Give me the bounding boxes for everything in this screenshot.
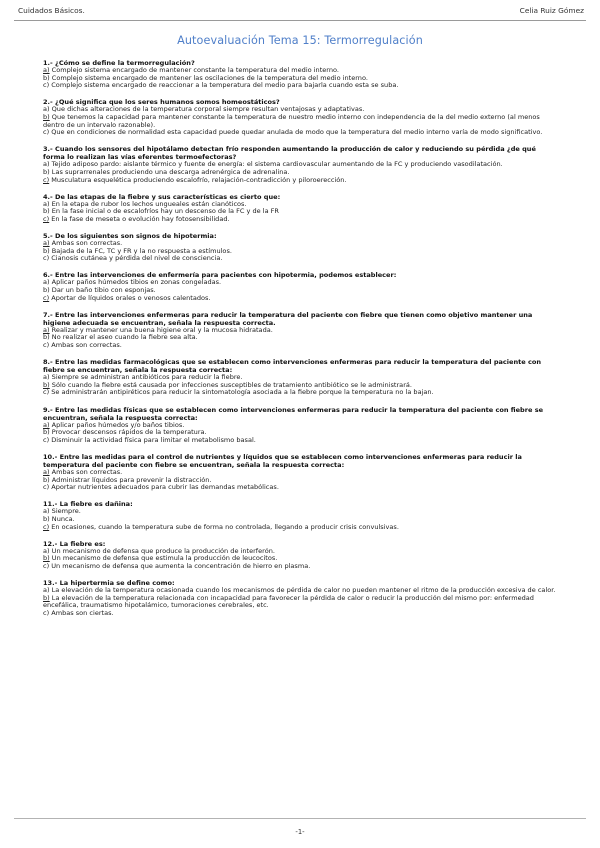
option-letter: c) bbox=[43, 254, 50, 263]
page-header bbox=[18, 6, 584, 20]
option-letter: b) bbox=[43, 286, 50, 295]
option-text: Complejo sistema encargado de mantener constante la temperatura del medio interno. bbox=[49, 66, 340, 74]
option-text: Sólo cuando la fiebre está causada por infecciones susceptibles de tratamiento antibiótico se le administrará. bbox=[49, 380, 412, 389]
option-text: La elevación de la temperatura ocasionada cuando los mecanismos de pérdida de calor no pueden mantener el ritmo de la producción excesiva de calor. bbox=[49, 586, 556, 595]
option-letter: a) bbox=[43, 586, 50, 595]
question-block bbox=[43, 500, 556, 531]
answer-option bbox=[43, 610, 556, 618]
question-block bbox=[43, 98, 556, 136]
option-text: Ambas son correctas. bbox=[49, 341, 122, 350]
question-text: 1.- ¿Cómo se define la termorregulación? bbox=[43, 59, 195, 67]
option-text: Tejido adiposo pardo: aislante térmico y fuente de energía: el sistema cardiovascular aumentando de la FC y produciendo vasodilatación. bbox=[49, 160, 503, 169]
option-text: Las suprarrenales produciendo una descarga adrenérgica de adrenalina. bbox=[49, 167, 290, 176]
question-block bbox=[43, 271, 556, 302]
option-text: Un mecanismo de defensa que produce la producción de interferón. bbox=[49, 546, 275, 555]
option-text: Siempre se administran antibióticos para reducir la fiebre. bbox=[49, 373, 243, 382]
question-block bbox=[43, 579, 556, 617]
page-number: -1- bbox=[295, 828, 305, 836]
option-letter: a) bbox=[43, 420, 50, 429]
option-text: Complejo sistema encargado de reaccionar a la temperatura del medio para bajarla cuando esta se suba. bbox=[49, 81, 399, 90]
answer-option bbox=[43, 114, 556, 129]
option-letter: b) bbox=[43, 73, 50, 82]
option-letter: c) bbox=[43, 608, 50, 617]
option-text: En la etapa de rubor los lechos ungueales están cianóticos. bbox=[49, 199, 247, 208]
option-letter: c) bbox=[43, 214, 50, 223]
answer-option bbox=[43, 524, 556, 532]
option-text: Aportar nutrientes adecuados para cubrir las demandas metabólicas. bbox=[49, 483, 279, 492]
option-letter: a) bbox=[43, 66, 50, 74]
option-letter: b) bbox=[43, 246, 50, 255]
question-text: 5.- De los siguientes son signos de hipotermia: bbox=[43, 232, 217, 241]
question-text: 11.- La fiebre es dañina: bbox=[43, 500, 133, 509]
option-text: Realizar y mantener una buena higiene oral y la mucosa hidratada. bbox=[49, 325, 273, 334]
option-letter: c) bbox=[43, 483, 50, 492]
option-text: Provocar descensos rápidos de la temperatura. bbox=[49, 428, 207, 437]
option-letter: c) bbox=[43, 341, 50, 350]
option-letter: b) bbox=[43, 380, 50, 389]
option-letter: c) bbox=[43, 81, 50, 90]
footer-divider bbox=[14, 818, 586, 819]
option-letter: a) bbox=[43, 278, 50, 287]
option-text: Complejo sistema encargado de mantener las oscilaciones de la temperatura del medio interno. bbox=[49, 73, 368, 82]
question-block bbox=[43, 311, 556, 350]
option-letter: a) bbox=[43, 467, 50, 476]
option-letter: c) bbox=[43, 435, 50, 444]
answer-option bbox=[43, 437, 556, 445]
question-block bbox=[43, 540, 556, 571]
question-text: 2.- ¿Qué significa que los seres humanos somos homeostáticos? bbox=[43, 98, 280, 107]
option-letter: b) bbox=[43, 593, 50, 602]
answer-option bbox=[43, 255, 556, 263]
option-letter: c) bbox=[43, 293, 50, 302]
option-text: Que dichas alteraciones de la temperatura corporal siempre resultan ventajosas y adaptativas. bbox=[49, 105, 365, 114]
option-letter: c) bbox=[43, 522, 50, 531]
option-text: Ambas son correctas. bbox=[49, 467, 123, 476]
option-text: En la fase inicial o de escalofríos hay un descenso de la FC y de la FR bbox=[49, 207, 279, 216]
option-letter: a) bbox=[43, 546, 50, 555]
option-letter: b) bbox=[43, 428, 50, 437]
answer-option bbox=[43, 484, 556, 492]
answer-option bbox=[43, 216, 556, 224]
option-text: La elevación de la temperatura relacionada con incapacidad para favorecer la pérdida de calor o reducir la producción del mismo por: enfermedad encefálica, traumatismo hipotalámico, tumoraciones cerebrales, etc. bbox=[43, 593, 534, 610]
header-author: Celia Ruiz Gómez bbox=[519, 6, 584, 15]
option-letter: b) bbox=[43, 514, 50, 523]
answer-option bbox=[43, 595, 556, 610]
option-text: En ocasiones, cuando la temperatura sube de forma no controlada, llegando a producir crisis convulsivas. bbox=[49, 522, 399, 531]
question-block bbox=[43, 193, 556, 224]
option-letter: b) bbox=[43, 167, 50, 176]
answer-option bbox=[43, 563, 556, 571]
option-text: Aplicar paños húmedos y/o baños tibios. bbox=[49, 420, 185, 429]
option-text: Bajada de la FC, TC y FR y la no respuesta a estímulos. bbox=[49, 246, 232, 255]
option-text: Siempre. bbox=[49, 507, 81, 516]
header-divider bbox=[14, 20, 586, 21]
option-letter: b) bbox=[43, 554, 50, 563]
option-text: Un mecanismo de defensa que aumenta la concentración de hierro en plasma. bbox=[49, 561, 311, 570]
option-text: Se administrarán antipiréticos para reducir la sintomatología asociada a la fiebre porque la temperatura no la bajan. bbox=[49, 388, 434, 397]
answer-option bbox=[43, 129, 556, 137]
option-letter: a) bbox=[43, 373, 50, 382]
question-block bbox=[43, 453, 556, 492]
option-letter: c) bbox=[43, 128, 50, 137]
question-block bbox=[43, 232, 556, 263]
answer-option bbox=[43, 82, 556, 90]
option-letter: c) bbox=[43, 388, 50, 397]
option-letter: a) bbox=[43, 160, 50, 169]
option-letter: b) bbox=[43, 475, 50, 484]
answer-option bbox=[43, 342, 556, 350]
option-text: Administrar líquidos para prevenir la distracción. bbox=[49, 475, 212, 484]
question-text: 12.- La fiebre es: bbox=[43, 539, 106, 548]
question-text: 13.- La hipertermia se define como: bbox=[43, 579, 175, 588]
answer-option bbox=[43, 389, 556, 397]
question-text: 10.- Entre las medidas para el control de nutrientes y líquidos que se establecen como intervenciones enfermeras para reducir la temperatura del paciente con fiebre se encuentran, señala la respuesta correcta: bbox=[43, 452, 522, 469]
option-text: Musculatura esquelética produciendo escalofrío, relajación-contradicción y piloroerección. bbox=[49, 175, 347, 184]
answer-option bbox=[43, 295, 556, 303]
option-letter: a) bbox=[43, 105, 50, 114]
header-course: Cuidados Básicos. bbox=[18, 6, 85, 15]
option-text: Aplicar paños húmedos tibios en zonas congeladas. bbox=[49, 278, 222, 287]
question-text: 8.- Entre las medidas farmacológicas que se establecen como intervenciones enfermeras para reducir la temperatura del paciente con fiebre se encuentran, señala la respuesta correcta: bbox=[43, 358, 542, 375]
option-text: Nunca. bbox=[49, 514, 75, 523]
option-text: Que tenemos la capacidad para mantener constante la temperatura de nuestro medio interno con independencia de la del medio externo (al menos dentro de un intervalo razonable). bbox=[43, 112, 540, 129]
option-text: No realizar el aseo cuando la fiebre sea alta. bbox=[49, 333, 198, 342]
option-letter: b) bbox=[43, 333, 50, 342]
question-text: 4.- De las etapas de la fiebre y sus características es cierto que: bbox=[43, 192, 281, 201]
question-block bbox=[43, 406, 556, 445]
option-text: Que en condiciones de normalidad esta capacidad puede quedar anulada de modo que la temperatura del medio interno varía de modo significativo. bbox=[49, 128, 543, 137]
option-text: Disminuir la actividad física para limitar el metabolismo basal. bbox=[49, 435, 256, 444]
question-block bbox=[43, 145, 556, 184]
option-letter: a) bbox=[43, 325, 50, 334]
option-letter: c) bbox=[43, 561, 50, 570]
question-text: 3.- Cuando los sensores del hipotálamo detectan frío responden aumentando la producción de calor y reduciendo su pérdida ¿de qué forma lo realizan las vías eferentes termoefectoras? bbox=[43, 145, 536, 162]
answer-option bbox=[43, 177, 556, 185]
question-list bbox=[43, 59, 556, 626]
option-text: Aportar de líquidos orales o venosos calentados. bbox=[49, 293, 211, 302]
option-letter: a) bbox=[43, 507, 50, 516]
option-text: Un mecanismo de defensa que estimula la producción de leucocitos. bbox=[49, 554, 278, 563]
page-title: Autoevaluación Tema 15: Termorregulación bbox=[177, 34, 423, 47]
option-letter: a) bbox=[43, 239, 50, 248]
question-text: 6.- Entre las intervenciones de enfermería para pacientes con hipotermia, podemos establecer: bbox=[43, 271, 397, 280]
question-text: 7.- Entre las intervenciones enfermeras para reducir la temperatura del paciente con fiebre que tienen como objetivo mantener una higiene adecuada se encuentran, señala la respuesta correcta. bbox=[43, 310, 533, 327]
option-text: Ambas son ciertas. bbox=[49, 608, 114, 617]
question-text: 9.- Entre las medidas físicas que se establecen como intervenciones enfermeras para reducir la temperatura del paciente con fiebre se encuentran, señala la respuesta correcta: bbox=[43, 405, 544, 422]
option-letter: a) bbox=[43, 199, 50, 208]
option-text: Dar un baño tibio con esponjas. bbox=[49, 286, 156, 295]
question-block bbox=[43, 358, 556, 397]
option-letter: b) bbox=[43, 207, 50, 216]
answer-option bbox=[43, 508, 556, 516]
question-block bbox=[43, 59, 556, 90]
option-letter: c) bbox=[43, 175, 50, 184]
option-text: Cianosis cutánea y pérdida del nivel de consciencia. bbox=[49, 254, 223, 263]
option-text: Ambas son correctas. bbox=[49, 239, 123, 248]
option-text: En la fase de meseta o evolución hay fotosensibilidad. bbox=[49, 214, 230, 223]
option-letter: b) bbox=[43, 112, 50, 121]
